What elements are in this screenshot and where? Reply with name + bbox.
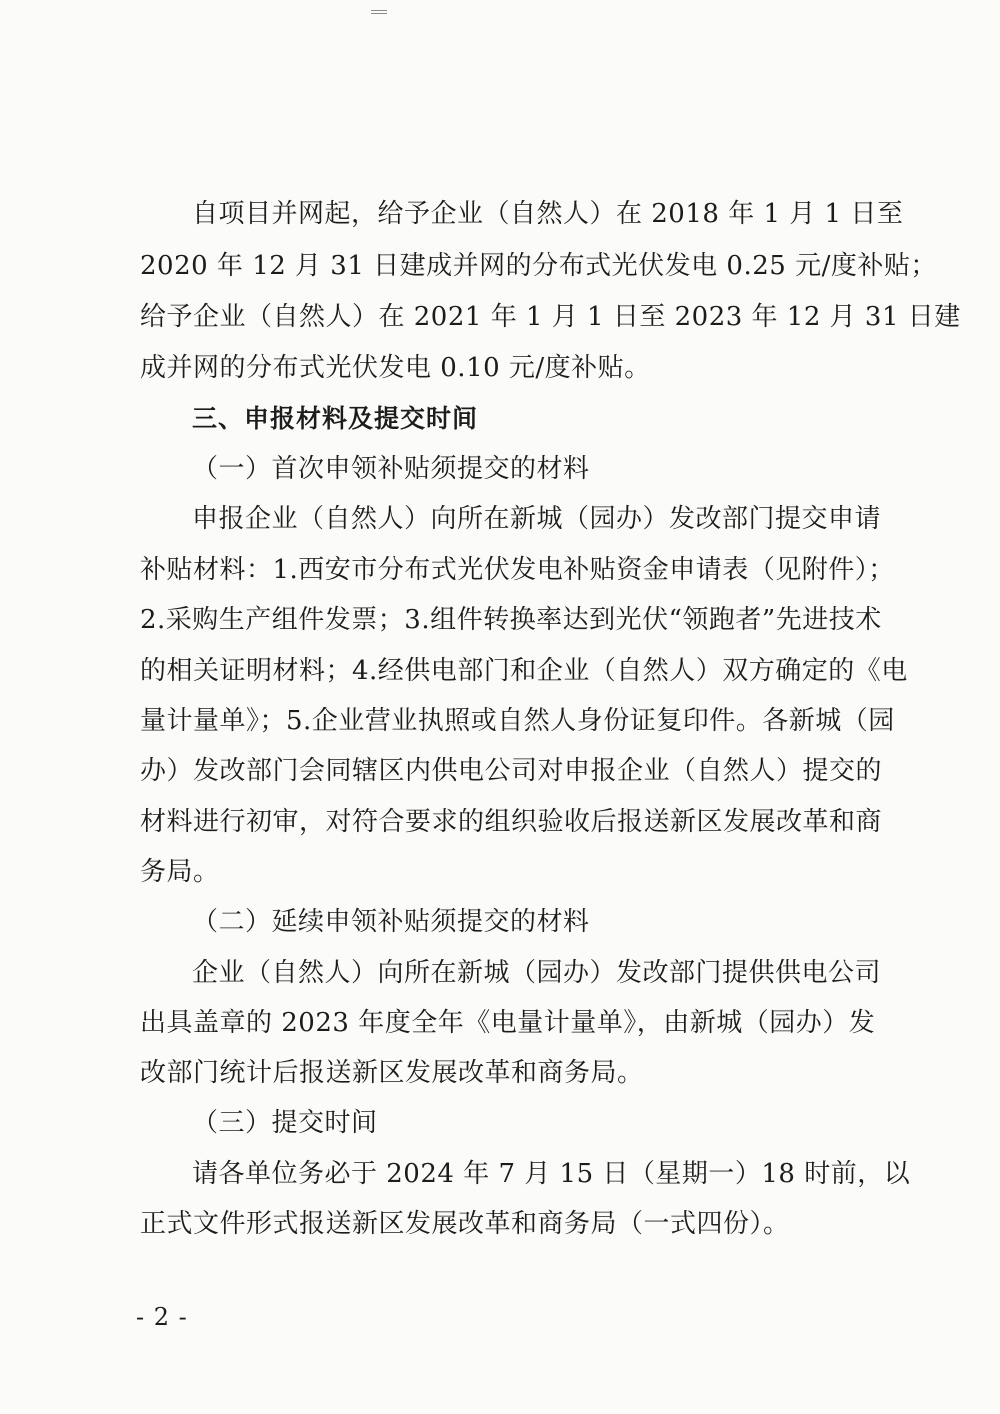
body-line: 申报企业（自然人）向所在新城（园办）发改部门提交申请 <box>192 504 882 534</box>
subsection-heading: （三）提交时间 <box>192 1108 378 1138</box>
body-line: 企业（自然人）向所在新城（园办）发改部门提供供电公司 <box>192 958 882 988</box>
body-line: 2020 年 12 月 31 日建成并网的分布式光伏发电 0.25 元/度补贴； <box>140 251 937 281</box>
section-heading: 三、申报材料及提交时间 <box>192 404 479 433</box>
body-line: 给予企业（自然人）在 2021 年 1 月 1 日至 2023 年 12 月 31 日建 <box>140 302 961 332</box>
body-line: 正式文件形式报送新区发展改革和商务局（一式四份）。 <box>140 1209 790 1239</box>
scan-mark <box>371 8 387 16</box>
body-line: 成并网的分布式光伏发电 0.10 元/度补贴。 <box>140 353 651 383</box>
body-line: 办）发改部门会同辖区内供电公司对申报企业（自然人）提交的 <box>140 756 883 786</box>
body-line: 务局。 <box>140 857 220 887</box>
subsection-heading: （二）延续申领补贴须提交的材料 <box>192 907 590 937</box>
body-line: 量计量单》；5.企业营业执照或自然人身份证复印件。各新城（园 <box>140 706 895 736</box>
page-number: - 2 - <box>136 1303 188 1331</box>
body-line: 请各单位务必于 2024 年 7 月 15 日（星期一）18 时前，以 <box>192 1159 911 1189</box>
body-line: 材料进行初审，对符合要求的组织验收后报送新区发展改革和商 <box>140 807 883 837</box>
body-line: 2.采购生产组件发票；3.组件转换率达到光伏“领跑者”先进技术 <box>140 605 882 635</box>
body-line: 自项目并网起，给予企业（自然人）在 2018 年 1 月 1 日至 <box>192 199 904 229</box>
subsection-heading: （一）首次申领补贴须提交的材料 <box>192 454 590 484</box>
body-line: 的相关证明材料；4.经供电部门和企业（自然人）双方确定的《电 <box>140 656 908 686</box>
body-line: 补贴材料：1.西安市分布式光伏发电补贴资金申请表（见附件）； <box>140 555 895 585</box>
body-line: 出具盖章的 2023 年度全年《电量计量单》，由新城（园办）发 <box>140 1008 876 1038</box>
body-line: 改部门统计后报送新区发展改革和商务局。 <box>140 1058 644 1088</box>
